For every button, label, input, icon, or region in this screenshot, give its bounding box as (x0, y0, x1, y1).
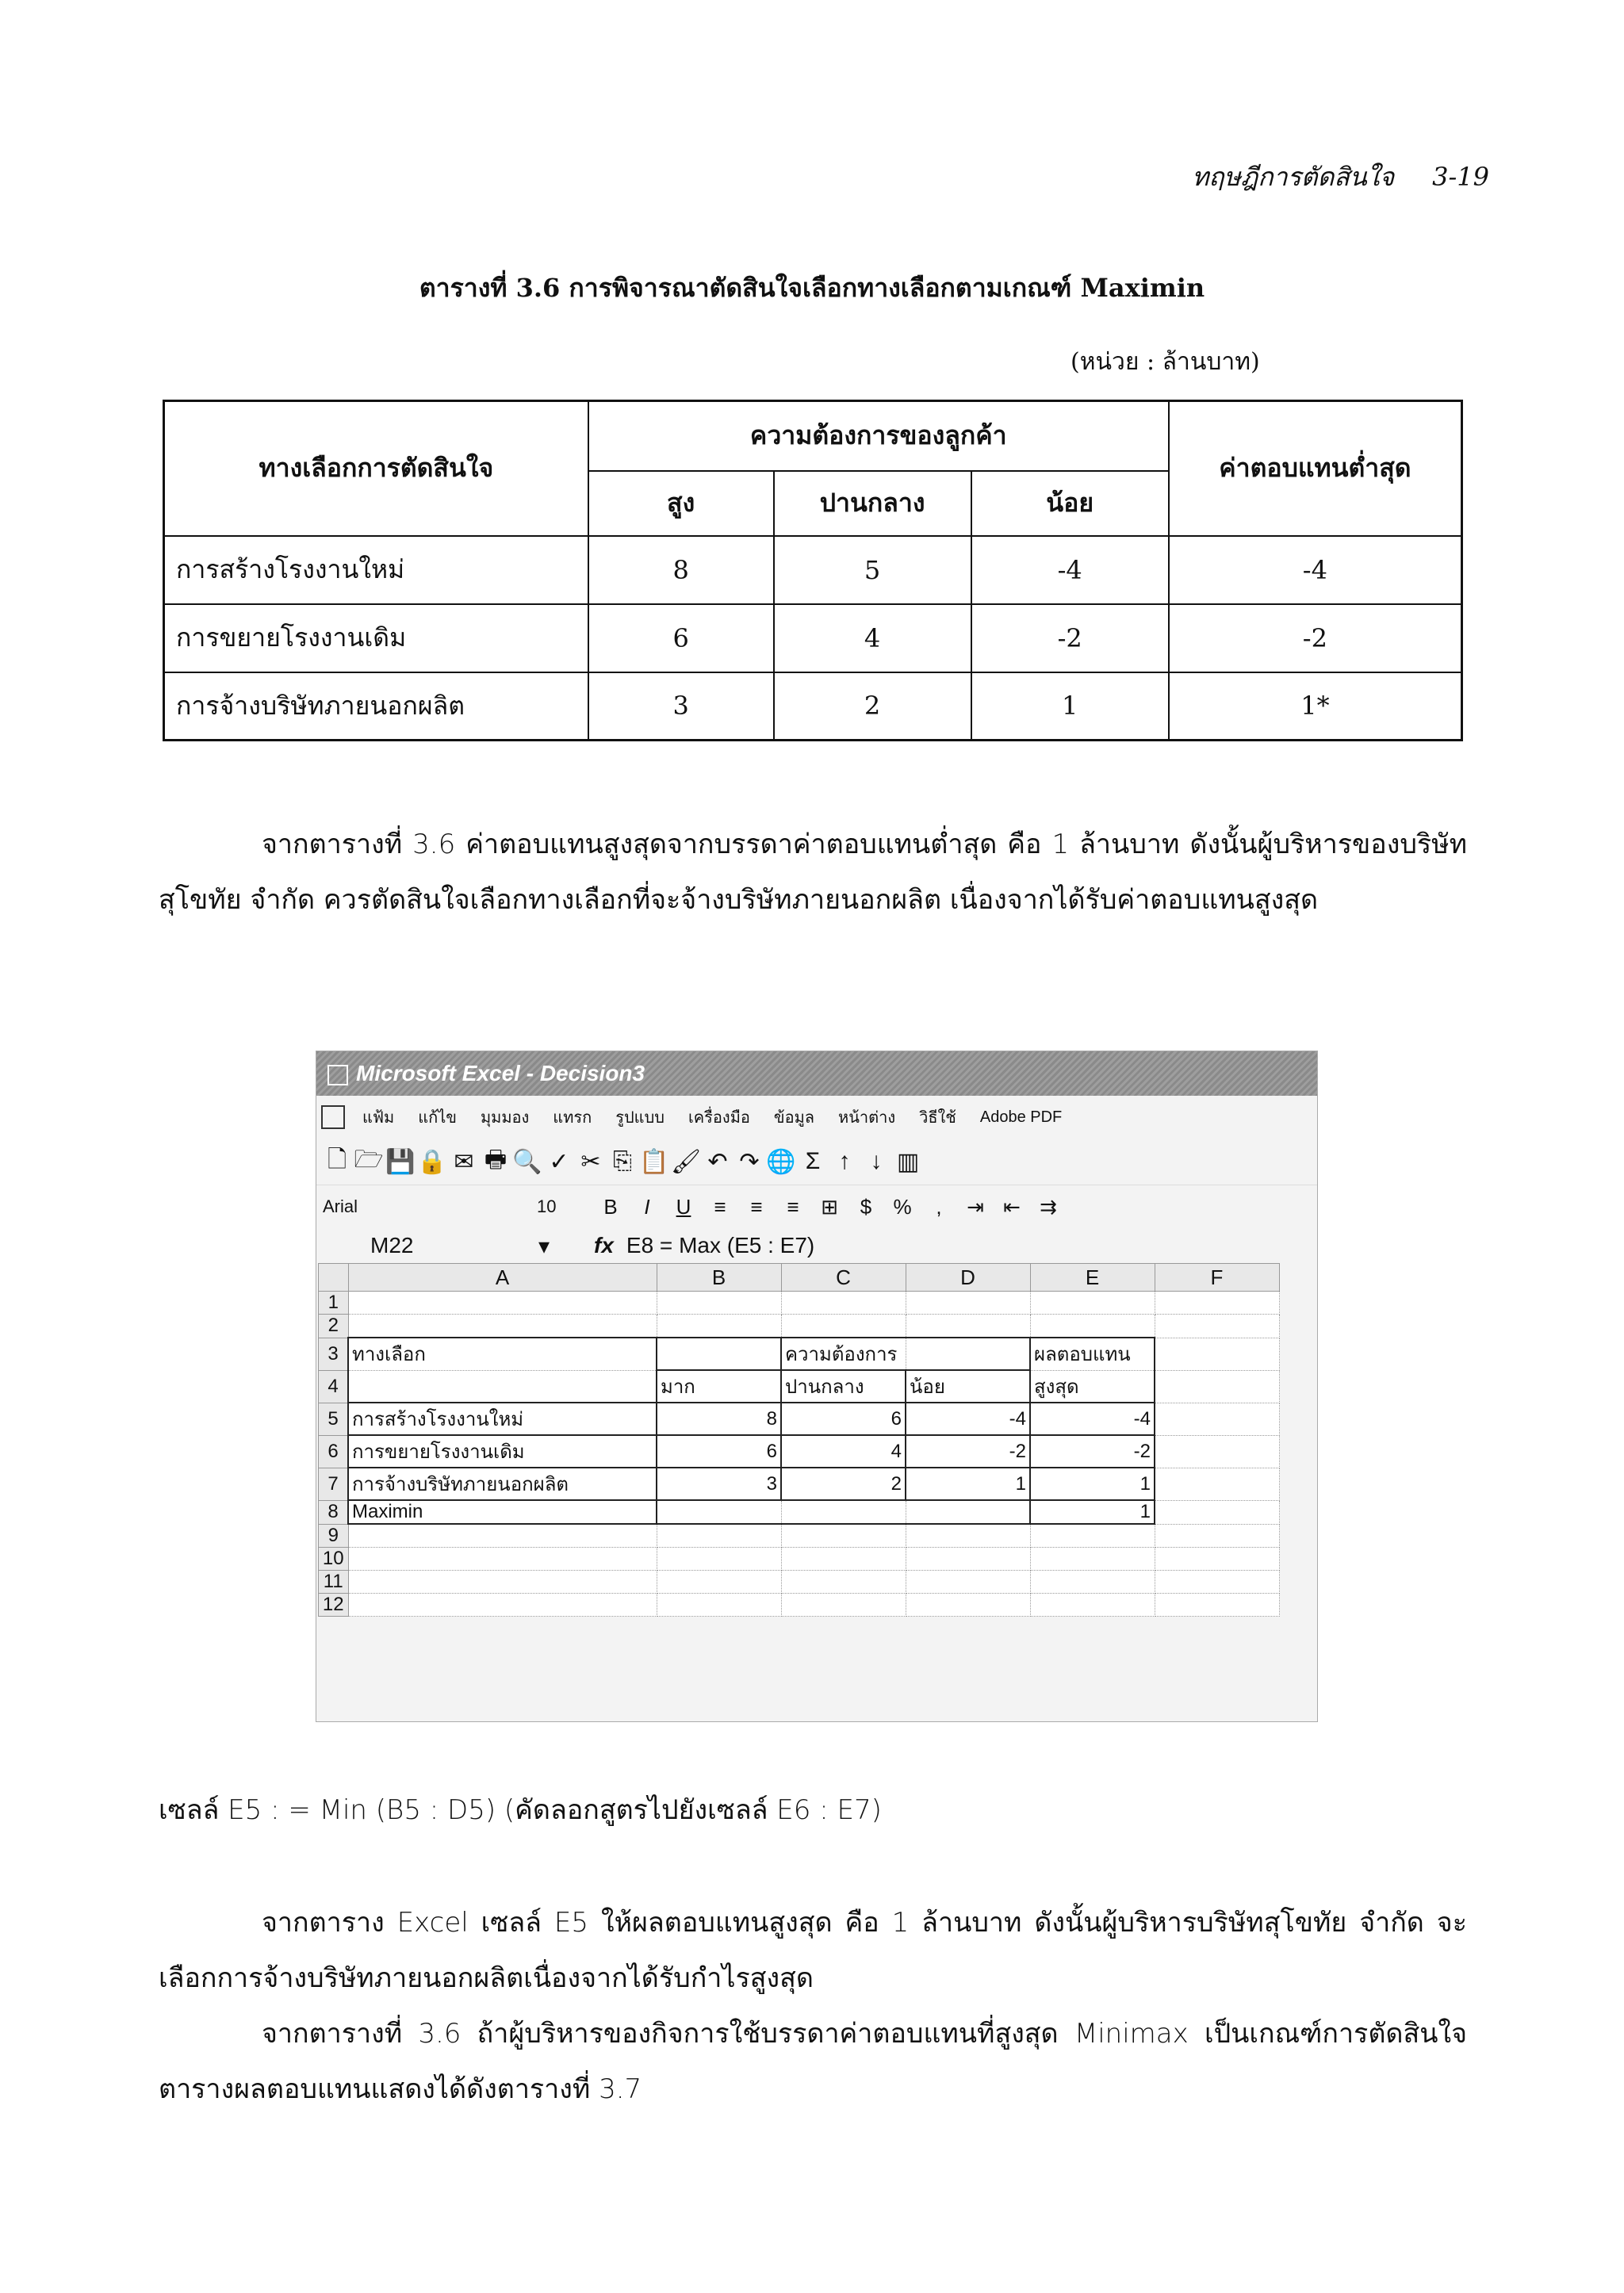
value-cell: -2 (971, 604, 1169, 672)
excel-window (316, 1051, 1318, 1722)
row-header[interactable]: 12 (319, 1594, 349, 1617)
cell-e5[interactable]: -4 (1030, 1403, 1155, 1435)
save-icon[interactable]: 💾 (385, 1148, 416, 1175)
cell-a3[interactable]: ทางเลือก (348, 1338, 657, 1370)
cell-b5[interactable]: 8 (657, 1403, 781, 1435)
indent-icon[interactable]: ⇉ (1040, 1194, 1057, 1219)
paragraph-2 (159, 1895, 1467, 2006)
menu-data[interactable]: ข้อมูล (773, 1109, 815, 1127)
align-center-icon[interactable]: ≡ (750, 1194, 763, 1219)
table-row (164, 536, 1462, 604)
cell-c4[interactable]: ปานกลาง (781, 1370, 906, 1403)
increase-decimal-icon[interactable]: ⇥ (967, 1194, 984, 1219)
select-all-corner[interactable] (319, 1264, 349, 1292)
print-preview-icon[interactable]: 🔍 (512, 1148, 542, 1175)
undo-icon[interactable]: ↶ (707, 1148, 728, 1175)
menu-help[interactable]: วิธีใช้ (919, 1109, 956, 1127)
value-cell: 4 (774, 604, 971, 672)
name-box-dropdown-icon[interactable]: ▾ (538, 1233, 550, 1258)
font-size-select[interactable]: 10 (537, 1196, 557, 1216)
cell-b7[interactable]: 3 (657, 1468, 781, 1500)
sort-descending-icon[interactable]: ↓ (870, 1148, 883, 1174)
underline-icon[interactable]: U (676, 1194, 691, 1219)
option-cell: การสร้างโรงงานใหม่ (164, 536, 588, 604)
header-min-payoff: ค่าตอบแทนต่ำสุด (1169, 401, 1462, 536)
min-cell: -4 (1169, 536, 1462, 604)
paragraph-2-text: จากตาราง Excel เซลล์ E5 ให้ผลตอบแทนสูงสุด คือ 1 ล้านบาท ดังนั้นผู้บริหารบริษัทสุโขทัย จำกัด จะเลือกการจ้างบริษัทภายนอกผลิตเนื่องจากได้รับกำไรสูงสุด (159, 1907, 1467, 1994)
cell-b4[interactable]: มาก (657, 1370, 781, 1403)
table-row (164, 672, 1462, 741)
table-row (164, 604, 1462, 672)
page-number: 3-19 (1432, 162, 1489, 192)
cell-e7[interactable]: 1 (1030, 1468, 1155, 1500)
formatting-toolbar (316, 1185, 1317, 1228)
currency-icon[interactable]: $ (860, 1194, 872, 1219)
header-option: ทางเลือกการตัดสินใจ (164, 401, 588, 536)
cell-a5[interactable]: การสร้างโรงงานใหม่ (348, 1403, 657, 1435)
cell-a7[interactable]: การจ้างบริษัทภายนอกผลิต (348, 1468, 657, 1500)
paragraph-3-text: จากตารางที่ 3.6 ถ้าผู้บริหารของกิจการใช้บรรดาค่าตอบแทนที่สูงสุด Minimax เป็นเกณฑ์การตัดสินใจ ตารางผลตอบแทนแสดงได้ดังตารางที่ 3.7 (159, 2018, 1467, 2105)
cell-c8[interactable] (781, 1500, 906, 1524)
spelling-icon[interactable]: ✓ (549, 1148, 569, 1175)
header-mid: ปานกลาง (774, 471, 971, 536)
font-select[interactable]: Arial (323, 1196, 358, 1216)
menu-window[interactable]: หน้าต่าง (838, 1109, 896, 1127)
cell-a8[interactable]: Maximin (348, 1500, 657, 1524)
column-header[interactable]: E (1030, 1264, 1155, 1292)
column-header[interactable]: A (348, 1264, 657, 1292)
row-header[interactable]: 4 (319, 1370, 349, 1403)
paste-icon[interactable]: 📋 (639, 1148, 669, 1175)
cell-d8[interactable] (906, 1500, 1030, 1524)
paragraph-3 (159, 2006, 1467, 2117)
function-icon[interactable]: fx (594, 1233, 614, 1258)
column-header[interactable]: F (1155, 1264, 1279, 1292)
menu-insert[interactable]: แทรก (553, 1109, 592, 1127)
paragraph-1-text: จากตารางที่ 3.6 ค่าตอบแทนสูงสุดจากบรรดาค่าตอบแทนต่ำสุด คือ 1 ล้านบาท ดังนั้นผู้บริหารของบริษัทสุโขทัย จำกัด ควรตัดสินใจเลือกทางเลือกที่จะจ้างบริษัทภายนอกผลิต เนื่องจากได้รับค่าตอบแทนสูงสุด (159, 829, 1467, 916)
menu-format[interactable]: รูปแบบ (615, 1109, 665, 1127)
cell-c5[interactable]: 6 (781, 1403, 906, 1435)
comma-icon[interactable]: , (936, 1194, 942, 1219)
header-low: น้อย (971, 471, 1169, 536)
row-header[interactable]: 6 (319, 1435, 349, 1468)
value-cell: 8 (588, 536, 774, 604)
excel-menu-bar (316, 1096, 1317, 1139)
cell-d5[interactable]: -4 (906, 1403, 1030, 1435)
cell-b6[interactable]: 6 (657, 1435, 781, 1468)
row-header[interactable]: 1 (319, 1292, 349, 1315)
header-demand: ความต้องการของลูกค้า (588, 401, 1169, 471)
italic-icon[interactable]: I (644, 1194, 650, 1219)
worksheet-grid (318, 1263, 1280, 1617)
workbook-icon[interactable] (321, 1105, 345, 1129)
name-box[interactable]: M22 (370, 1233, 414, 1258)
formula-text[interactable]: E8 = Max (E5 : E7) (626, 1233, 815, 1258)
row-header[interactable]: 5 (319, 1403, 349, 1435)
cell-d4[interactable]: น้อย (906, 1370, 1030, 1403)
cell-e4[interactable]: สูงสุด (1030, 1370, 1155, 1403)
column-header[interactable]: B (657, 1264, 781, 1292)
cell-c7[interactable]: 2 (781, 1468, 906, 1500)
menu-view[interactable]: มุมมอง (480, 1109, 530, 1127)
hyperlink-icon[interactable]: 🌐 (766, 1148, 796, 1175)
cell-d3[interactable] (906, 1338, 1030, 1370)
unit-note: (หน่วย : ล้านบาท) (1071, 348, 1260, 376)
menu-adobe-pdf[interactable]: Adobe PDF (979, 1108, 1063, 1126)
permission-icon[interactable]: 🔒 (417, 1148, 447, 1175)
formula-bar (316, 1228, 1317, 1263)
email-icon[interactable]: ✉ (454, 1148, 474, 1175)
cell-a4[interactable] (348, 1370, 657, 1403)
row-header[interactable]: 10 (319, 1548, 349, 1571)
cell-e6[interactable]: -2 (1030, 1435, 1155, 1468)
decrease-decimal-icon[interactable]: ⇤ (1003, 1194, 1021, 1219)
sort-ascending-icon[interactable]: ↑ (838, 1148, 851, 1174)
cell-c3[interactable]: ความต้องการ (781, 1338, 906, 1370)
page-header (1192, 157, 1489, 197)
value-cell: -4 (971, 536, 1169, 604)
cell-d6[interactable]: -2 (906, 1435, 1030, 1468)
paragraph-1 (159, 817, 1467, 928)
format-painter-icon[interactable]: 🖌 (670, 1148, 702, 1175)
row-header[interactable]: 9 (319, 1524, 349, 1548)
bold-icon[interactable]: B (603, 1194, 618, 1219)
excel-app-icon (327, 1065, 348, 1085)
menu-file[interactable]: แฟ้ม (362, 1109, 395, 1127)
cell-formula-note: เซลล์ E5 : = Min (B5 : D5) (คัดลอกสูตรไปยังเซลล์ E6 : E7) (159, 1794, 882, 1826)
row-header[interactable]: 8 (319, 1500, 349, 1524)
cell-c6[interactable]: 4 (781, 1435, 906, 1468)
table-caption: ตารางที่ 3.6 การพิจารณาตัดสินใจเลือกทางเลือกตามเกณฑ์ Maximin (419, 273, 1205, 303)
column-header[interactable]: C (781, 1264, 906, 1292)
row-header[interactable]: 7 (319, 1468, 349, 1500)
column-header[interactable]: D (906, 1264, 1030, 1292)
cell-d7[interactable]: 1 (906, 1468, 1030, 1500)
option-cell: การขยายโรงงานเดิม (164, 604, 588, 672)
open-icon[interactable]: 🗁 (354, 1146, 384, 1173)
min-cell: -2 (1169, 604, 1462, 672)
value-cell: 3 (588, 672, 774, 741)
excel-title: Microsoft Excel - Decision3 (356, 1061, 645, 1085)
maximin-table (163, 400, 1463, 741)
chart-wizard-icon[interactable]: ▥ (896, 1148, 920, 1175)
excel-title-bar (316, 1051, 1317, 1096)
option-cell: การจ้างบริษัทภายนอกผลิต (164, 672, 588, 741)
new-icon[interactable]: 🗋 (327, 1146, 347, 1173)
align-left-icon[interactable]: ≡ (714, 1194, 726, 1219)
value-cell: 1 (971, 672, 1169, 741)
menu-edit[interactable]: แก้ไข (418, 1109, 457, 1127)
cell-e3[interactable]: ผลตอบแทน (1030, 1338, 1155, 1370)
standard-toolbar (316, 1139, 1317, 1185)
row-header[interactable]: 2 (319, 1315, 349, 1338)
redo-icon[interactable]: ↷ (739, 1148, 760, 1175)
row-header[interactable]: 3 (319, 1338, 349, 1370)
min-cell: 1* (1169, 672, 1462, 741)
cut-icon[interactable]: ✂ (580, 1148, 601, 1175)
chapter-title: ทฤษฎีการตัดสินใจ (1192, 162, 1395, 192)
cell-b8[interactable] (657, 1500, 781, 1524)
value-cell: 6 (588, 604, 774, 672)
value-cell: 2 (774, 672, 971, 741)
value-cell: 5 (774, 536, 971, 604)
menu-tools[interactable]: เครื่องมือ (688, 1109, 750, 1127)
autosum-icon[interactable]: Σ (805, 1148, 821, 1174)
percent-icon[interactable]: % (893, 1194, 912, 1219)
cell-a6[interactable]: การขยายโรงงานเดิม (348, 1435, 657, 1468)
cell-b3[interactable] (657, 1338, 781, 1370)
print-icon[interactable]: 🖶 (484, 1146, 508, 1173)
header-high: สูง (588, 471, 774, 536)
align-right-icon[interactable]: ≡ (787, 1194, 799, 1219)
cell-e8[interactable]: 1 (1030, 1500, 1155, 1524)
merge-center-icon[interactable]: ⊞ (821, 1194, 838, 1219)
copy-icon[interactable]: ⎘ (613, 1148, 632, 1174)
row-header[interactable]: 11 (319, 1571, 349, 1594)
